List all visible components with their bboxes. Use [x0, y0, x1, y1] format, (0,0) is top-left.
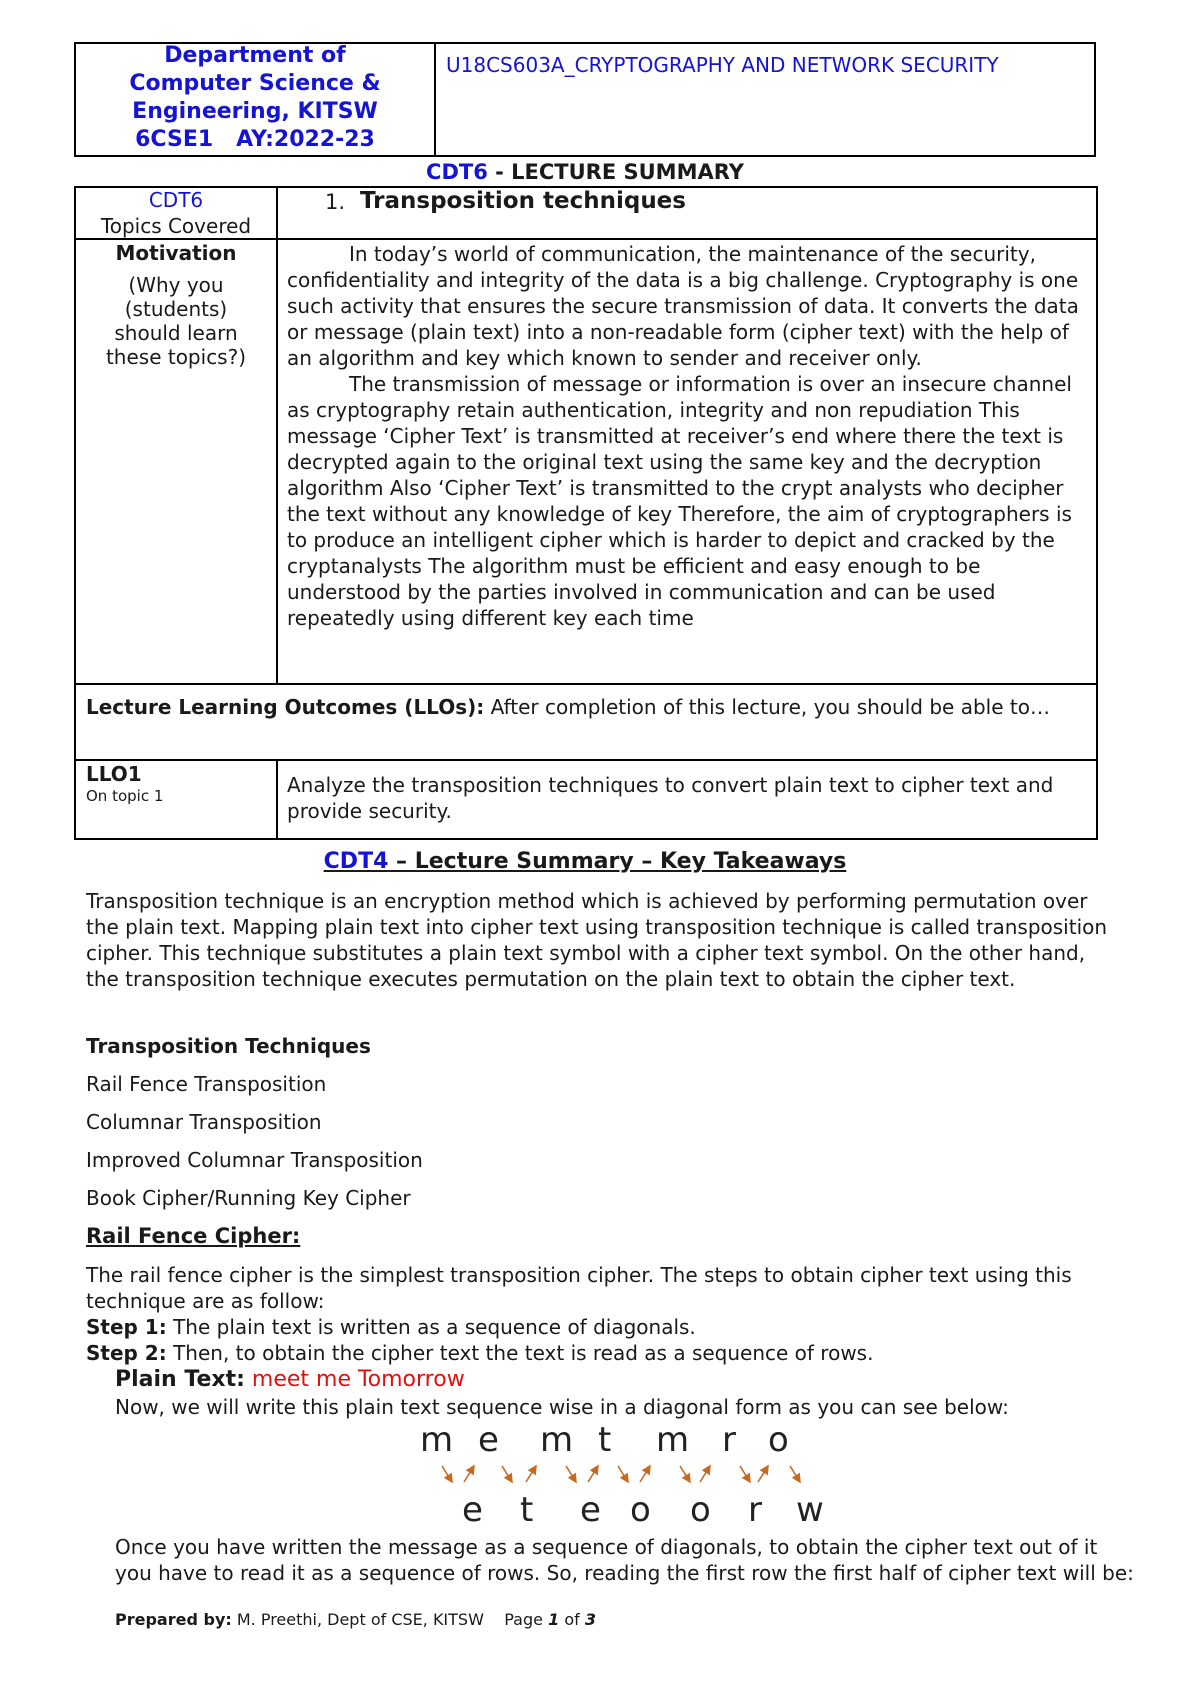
page-total: 3 — [584, 1610, 596, 1629]
technique-item: Rail Fence Transposition — [86, 1072, 327, 1096]
llo1-label: LLO1 — [86, 762, 142, 786]
motivation-label: Motivation — [115, 241, 237, 265]
rail-fence-heading: Rail Fence Cipher: — [86, 1224, 301, 1248]
summary-rest: - LECTURE SUMMARY — [487, 160, 744, 184]
technique-item: Book Cipher/Running Key Cipher — [86, 1186, 411, 1210]
techniques-heading: Transposition Techniques — [86, 1034, 371, 1058]
diagram-top-letter: o — [768, 1420, 789, 1460]
llo1-text: Analyze the transposition techniques to convert plain text to cipher text and provide security. — [287, 773, 1054, 823]
department-block — [76, 42, 434, 154]
transposition-intro-paragraph: Transposition technique is an encryption method which is achieved by performing permutation over the plain text. Mapping plain text into cipher text using transposition technique is called transposition cipher. This technique substitutes a plain text symbol with a cipher text symbol. On the other hand, the transposition technique executes permutation on the plain text to obtain the cipher text. — [86, 889, 1108, 991]
course-title: U18CS603A_CRYPTOGRAPHY AND NETWORK SECURITY — [446, 53, 999, 77]
llo1-sublabel: On topic 1 — [86, 787, 164, 805]
diagram-top-letter: m — [656, 1420, 690, 1460]
step-1-label: Step 1: — [86, 1315, 167, 1339]
of-label: of — [564, 1610, 580, 1629]
technique-item: Improved Columnar Transposition — [86, 1148, 423, 1172]
motivation-paragraph-2: The transmission of message or information is over an insecure channel as cryptography retain authentication, integrity and non repudiation This message ‘Cipher Text’ is transmitted at receiver’s end where there the text is decrypted again to the original text using the same key and the decryption algorithm Also ‘Cipher Text’ is transmitted to the crypt analysts who decipher the text without any knowledge of key Therefore, the aim of cryptographers is to produce an intelligent cipher which is harder to depict and cracked by the cryptanalysts The algorithm must be efficient and easy enough to be understood by the parties involved in communication and can be used repeatedly using different key each time — [287, 372, 1072, 630]
diagram-top-letter: r — [722, 1420, 736, 1460]
diagram-bottom-letter: o — [690, 1490, 711, 1530]
llo-intro-text: After completion of this lecture, you should be able to… — [484, 695, 1050, 719]
diagram-bottom-letter: t — [520, 1490, 534, 1530]
llo-intro — [86, 694, 1076, 720]
step-2-label: Step 2: — [86, 1341, 167, 1365]
llo-intro-label: Lecture Learning Outcomes (LLOs): — [86, 695, 485, 719]
page-footer — [115, 1610, 596, 1629]
diagram-top-letter: e — [478, 1420, 499, 1460]
table-row-divider-2 — [74, 683, 1098, 685]
topics-cdt-code: CDT6 — [148, 188, 204, 212]
diagram-top-letter: t — [598, 1420, 612, 1460]
table-right-border — [1096, 186, 1098, 840]
plain-text-value: meet me Tomorrow — [251, 1367, 465, 1392]
diagram-bottom-letter: e — [462, 1490, 483, 1530]
dept-line-4: 6CSE1 AY:2022-23 — [135, 127, 375, 152]
topic-number: 1. — [325, 190, 346, 214]
rail-fence-diagram — [400, 1420, 860, 1530]
dept-line-2: Computer Science & — [129, 71, 381, 96]
table-col-divider-bottom — [276, 759, 278, 839]
diagonal-intro-line: Now, we will write this plain text sequence wise in a diagonal form as you can see below: — [115, 1395, 1009, 1419]
page-label: Page — [504, 1610, 543, 1629]
table-row-divider-3 — [74, 759, 1098, 761]
step-2 — [86, 1340, 873, 1366]
motivation-paragraph-1: In today’s world of communication, the maintenance of the security, confidentiality and integrity of the data is a big challenge. Cryptography is one such activity that ensures the secure transmission of data. It converts the data or message (plain text) into a non-readable form (cipher text) with the help of an algorithm and key which known to sender and receiver only. — [287, 242, 1079, 370]
plain-text-label: Plain Text: — [115, 1367, 245, 1392]
takeaways-rest: – Lecture Summary – Key Takeaways — [388, 849, 847, 874]
dept-line-3: Engineering, KITSW — [132, 99, 378, 124]
page-number: 1 — [548, 1610, 560, 1629]
lecture-summary-title — [74, 160, 1096, 184]
diagram-arrows-icon — [400, 1462, 860, 1492]
diagram-bottom-letter: o — [630, 1490, 651, 1530]
topic-title: Transposition techniques — [360, 188, 686, 214]
takeaways-code: CDT4 — [323, 849, 389, 874]
motivation-sublabel: (Why you (students) should learn these topics?) — [105, 273, 247, 369]
step-2-text: Then, to obtain the cipher text the text is read as a sequence of rows. — [166, 1341, 874, 1365]
prepared-by-text: M. Preethi, Dept of CSE, KITSW — [231, 1610, 484, 1629]
summary-code: CDT6 — [426, 160, 488, 184]
diagram-top-letter: m — [540, 1420, 574, 1460]
diagram-top-letter: m — [420, 1420, 454, 1460]
motivation-cell — [76, 241, 276, 369]
prepared-by-label: Prepared by: — [115, 1610, 232, 1629]
key-takeaways-title — [74, 849, 1096, 874]
rail-fence-paragraph: The rail fence cipher is the simplest transposition cipher. The steps to obtain cipher text using this technique are as follow: — [86, 1263, 1072, 1313]
topics-covered-label: Topics Covered — [100, 214, 252, 238]
motivation-text — [287, 241, 1087, 631]
diagram-bottom-letter: e — [580, 1490, 601, 1530]
technique-item: Columnar Transposition — [86, 1110, 322, 1134]
table-col-divider-top — [276, 186, 278, 685]
topics-covered-cell — [76, 187, 276, 239]
diagram-bottom-letter: w — [796, 1490, 824, 1530]
header-divider — [434, 42, 436, 157]
diagram-bottom-letter: r — [748, 1490, 762, 1530]
table-bottom-border — [74, 838, 1098, 840]
step-1-text: The plain text is written as a sequence of diagonals. — [166, 1315, 696, 1339]
dept-line-1: Department of — [164, 43, 346, 68]
cipher-read-paragraph: Once you have written the message as a sequence of diagonals, to obtain the cipher text out of it you have to read it as a sequence of rows. So, reading the first row the first half of cipher text will be: — [115, 1535, 1134, 1585]
plain-text-line — [115, 1367, 465, 1392]
step-1 — [86, 1314, 696, 1340]
